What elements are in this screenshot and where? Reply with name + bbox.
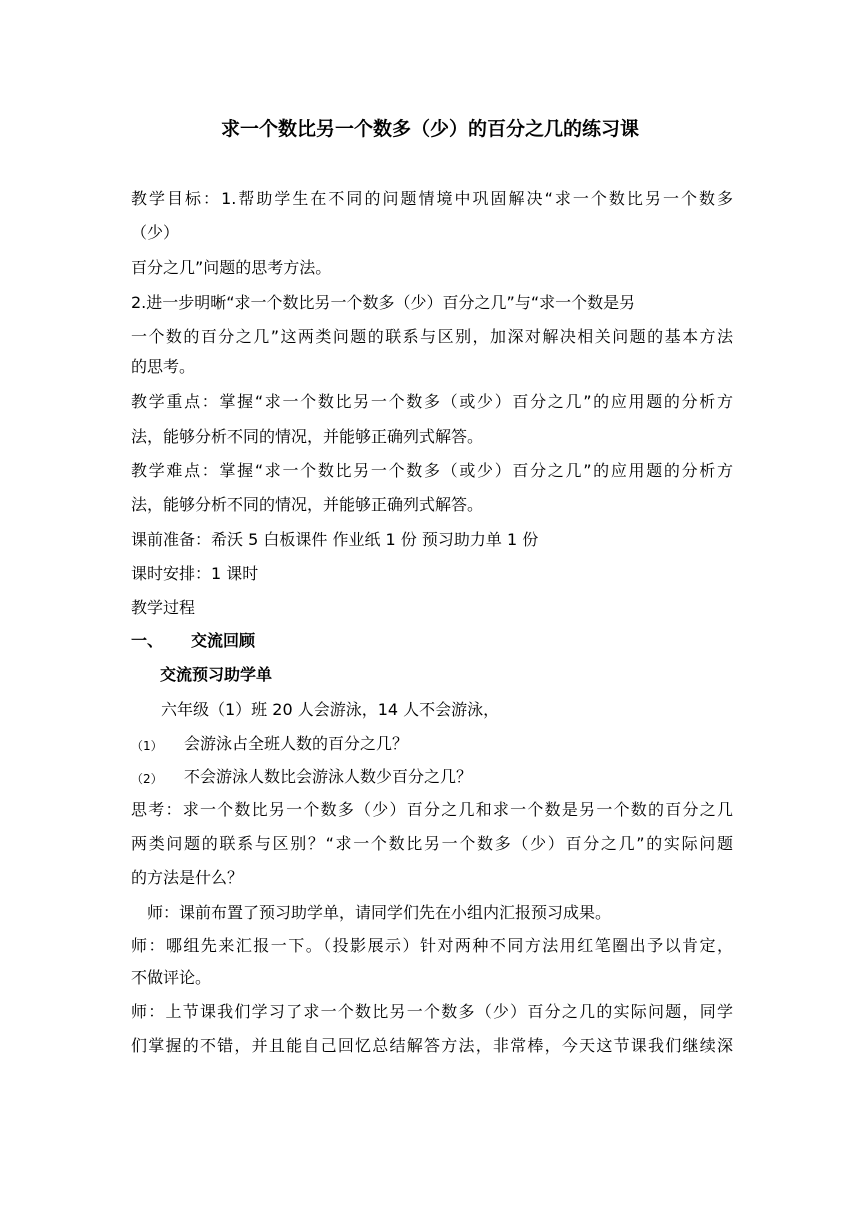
teacher-line-3: 不做评论。 bbox=[131, 968, 212, 987]
objective-line-4: 2.进一步明晰“求一个数比另一个数多（少）百分之几”与“求一个数是另 bbox=[131, 293, 636, 312]
objective-line-6: 的思考。 bbox=[131, 357, 196, 376]
key-point-line-2: 法，能够分析不同的情况，并能够正确列式解答。 bbox=[131, 427, 484, 446]
objective-line-2: （少） bbox=[131, 223, 180, 242]
thinking-line-3: 的方法是什么？ bbox=[131, 868, 244, 887]
teacher-line-5: 们掌握的不错，并且能自己回忆总结解答方法，非常棒，今天这节课我们继续深 bbox=[131, 1036, 733, 1055]
objective-line-5: 一个数的百分之几”这两类问题的联系与区别，加深对解决相关问题的基本方法 bbox=[131, 327, 733, 346]
difficulty-line-1: 教学难点：掌握“求一个数比另一个数多（或少）百分之几”的应用题的分析方 bbox=[131, 461, 733, 480]
key-point-line-1: 教学重点：掌握“求一个数比另一个数多（或少）百分之几”的应用题的分析方 bbox=[131, 392, 733, 411]
question-1-number: （1） bbox=[131, 739, 163, 753]
question-2-number: （2） bbox=[131, 772, 163, 786]
question-2-text: 不会游泳人数比会游泳人数少百分之几？ bbox=[184, 767, 473, 786]
thinking-line-1: 思考：求一个数比另一个数多（少）百分之几和求一个数是另一个数的百分之几 bbox=[131, 800, 733, 819]
process-heading: 教学过程 bbox=[131, 598, 196, 617]
teacher-line-1: 师：课前布置了预习助学单，请同学们先在小组内汇报预习成果。 bbox=[147, 903, 612, 922]
document-title: 求一个数比另一个数多（少）的百分之几的练习课 bbox=[220, 118, 639, 140]
preparation-line: 课前准备：希沃 5 白板课件 作业纸 1 份 预习助力单 1 份 bbox=[131, 530, 539, 549]
teacher-line-2: 师：哪组先来汇报一下。（投影展示）针对两种不同方法用红笔圈出予以肯定， bbox=[131, 936, 733, 955]
subsection-heading: 交流预习助学单 bbox=[160, 665, 273, 684]
section-heading: 交流回顾 bbox=[191, 631, 256, 650]
objective-line-1: 教学目标：1.帮助学生在不同的问题情境中巩固解决“求一个数比另一个数多 bbox=[131, 189, 733, 208]
question-1-text: 会游泳占全班人数的百分之几？ bbox=[184, 734, 409, 753]
problem-statement: 六年级（1）班 20 人会游泳，14 人不会游泳， bbox=[161, 700, 500, 719]
section-number: 一、 bbox=[131, 631, 164, 650]
thinking-line-2: 两类问题的联系与区别？“求一个数比另一个数多（少）百分之几”的实际问题 bbox=[131, 834, 733, 853]
teacher-line-4: 师：上节课我们学习了求一个数比另一个数多（少）百分之几的实际问题，同学 bbox=[131, 1002, 733, 1021]
difficulty-line-2: 法，能够分析不同的情况，并能够正确列式解答。 bbox=[131, 495, 484, 514]
objective-line-3: 百分之几”问题的思考方法。 bbox=[131, 258, 332, 277]
schedule-line: 课时安排：1 课时 bbox=[131, 564, 259, 583]
